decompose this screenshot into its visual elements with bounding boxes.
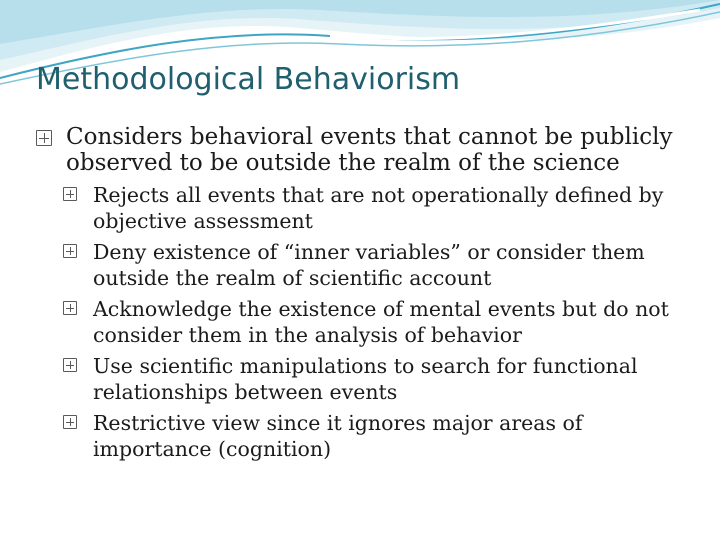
missing-glyph-box-icon xyxy=(63,358,77,372)
sub-bullet xyxy=(63,239,686,291)
missing-glyph-box-icon xyxy=(36,130,52,146)
sub-bullet xyxy=(63,353,686,405)
missing-glyph-box-icon xyxy=(63,301,77,315)
slide-title: Methodological Behaviorism xyxy=(36,62,461,97)
sub-bullet xyxy=(63,410,686,462)
sub-bullet-text: Restrictive view since it ignores major areas of importance (cognition) xyxy=(93,411,583,461)
sub-bullet xyxy=(63,182,686,234)
sub-bullet xyxy=(63,296,686,348)
sub-bullet-text: Deny existence of “inner variables” or consider them outside the realm of scientific account xyxy=(93,240,645,290)
main-bullet xyxy=(36,124,686,176)
missing-glyph-box-icon xyxy=(63,187,77,201)
missing-glyph-box-icon xyxy=(63,415,77,429)
missing-glyph-box-icon xyxy=(63,244,77,258)
sub-bullet-text: Use scientific manipulations to search for functional relationships between events xyxy=(93,354,638,404)
main-bullet-text: Considers behavioral events that cannot be publicly observed to be outside the realm of the science xyxy=(66,124,673,176)
sub-bullet-text: Acknowledge the existence of mental events but do not consider them in the analysis of behavior xyxy=(93,297,669,347)
sub-bullet-text: Rejects all events that are not operationally defined by objective assessment xyxy=(93,183,664,233)
bullet-list xyxy=(36,124,686,467)
